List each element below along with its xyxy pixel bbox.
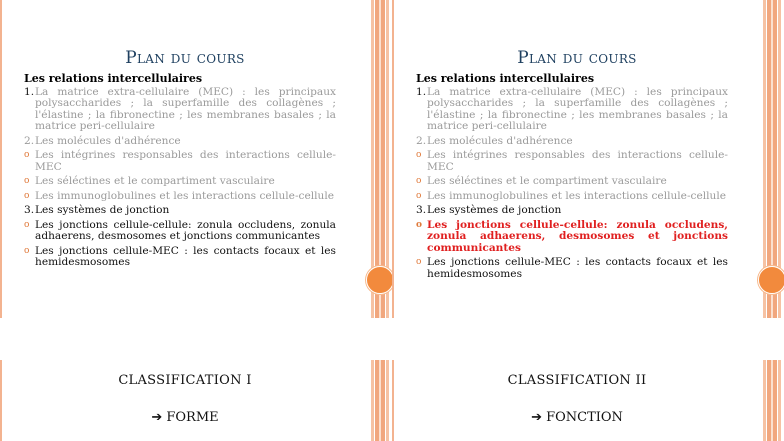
outline-item — [416, 150, 728, 173]
outline-item — [416, 136, 728, 148]
outline-item — [416, 87, 728, 133]
bullet-circle-icon: o — [24, 219, 30, 230]
outline-item — [24, 220, 336, 243]
item-number: 3. — [416, 204, 427, 216]
outline-item — [24, 176, 336, 188]
item-text: Les molécules d'adhérence — [427, 134, 573, 147]
slide-heading: Les relations intercellulaires — [24, 72, 203, 85]
item-text: Les intégrines responsables des interactions cellule-MEC — [35, 149, 336, 173]
item-text: Les jonctions cellule-MEC : les contacts focaux et les hemidesmosomes — [427, 256, 728, 280]
outline-item — [24, 150, 336, 173]
slide-circle-ornament — [758, 266, 784, 294]
item-text: Les systèmes de jonction — [35, 204, 170, 216]
slide-2[interactable] — [392, 0, 784, 318]
bullet-circle-icon: o — [24, 245, 30, 256]
item-text: Les molécules d'adhérence — [35, 134, 181, 147]
bullet-circle-icon: o — [24, 150, 30, 160]
outline-item — [24, 246, 336, 269]
item-text: La matrice extra-cellulaire (MEC) : les principaux polysaccharides ; la superfamille des collagènes ; l'élastine ; la fibronectine ; les membranes basales ; la matrice peri-cellulaire — [427, 85, 728, 132]
outline-list — [24, 87, 336, 269]
outline-list — [416, 87, 728, 281]
outline-item — [416, 191, 728, 203]
item-text: Les systèmes de jonction — [427, 204, 562, 216]
item-text: Les séléctines et le compartiment vasculaire — [427, 175, 667, 187]
item-number: 3. — [24, 204, 35, 216]
item-number: 1. — [24, 85, 35, 98]
item-number: 2. — [416, 134, 427, 147]
item-text: Les jonctions cellule-cellule: zonula occludens, zonula adhaerens, desmosomes et jonctions communicantes — [427, 218, 728, 254]
bullet-circle-icon: o — [24, 176, 30, 186]
slide-circle-ornament — [366, 266, 392, 294]
item-number: 2. — [24, 134, 35, 147]
slide-title: CLASSIFICATION II — [507, 373, 647, 388]
slide-content — [416, 73, 728, 283]
item-text: Les séléctines et le compartiment vasculaire — [35, 175, 275, 187]
outline-item — [24, 205, 336, 217]
slide-content — [24, 73, 336, 272]
slide-stripe-decoration — [370, 360, 392, 441]
slide-3[interactable] — [0, 360, 392, 441]
outline-item — [416, 220, 728, 255]
slide-title: Plan du cours — [125, 48, 245, 68]
outline-item — [416, 176, 728, 188]
item-text: Les jonctions cellule-MEC : les contacts focaux et les hemidesmosomes — [35, 244, 336, 268]
bullet-circle-icon: o — [416, 219, 423, 230]
bullet-circle-icon: o — [416, 190, 422, 201]
item-text: Les immunoglobulines et les interactions cellule-cellule — [427, 189, 726, 202]
slide-subtitle: ➔ FONCTION — [531, 410, 623, 425]
outline-item — [24, 136, 336, 148]
slide-4[interactable] — [392, 360, 784, 441]
item-number: 1. — [416, 85, 427, 98]
bullet-circle-icon: o — [416, 150, 422, 160]
outline-item — [416, 205, 728, 217]
item-text: La matrice extra-cellulaire (MEC) : les principaux polysaccharides ; la superfamille des collagènes ; l'élastine ; la fibronectine ; les membranes basales ; la matrice peri-cellulaire — [35, 85, 336, 132]
item-text: Les jonctions cellule-cellule: zonula occludens, zonula adhaerens, desmosomes et jonctions communicantes — [35, 218, 336, 242]
bullet-circle-icon: o — [24, 190, 30, 201]
slide-heading: Les relations intercellulaires — [416, 72, 595, 85]
slide-1[interactable] — [0, 0, 392, 318]
outline-item — [416, 257, 728, 280]
bullet-circle-icon: o — [416, 257, 422, 267]
slide-title: Plan du cours — [517, 48, 637, 68]
slide-subtitle: ➔ FORME — [151, 410, 219, 425]
item-text: Les immunoglobulines et les interactions cellule-cellule — [35, 189, 334, 202]
outline-item — [24, 87, 336, 133]
slide-stripe-decoration — [762, 360, 784, 441]
outline-item — [24, 191, 336, 203]
bullet-circle-icon: o — [416, 176, 422, 186]
slide-title: CLASSIFICATION I — [118, 373, 252, 388]
item-text: Les intégrines responsables des interactions cellule-MEC — [427, 149, 728, 173]
